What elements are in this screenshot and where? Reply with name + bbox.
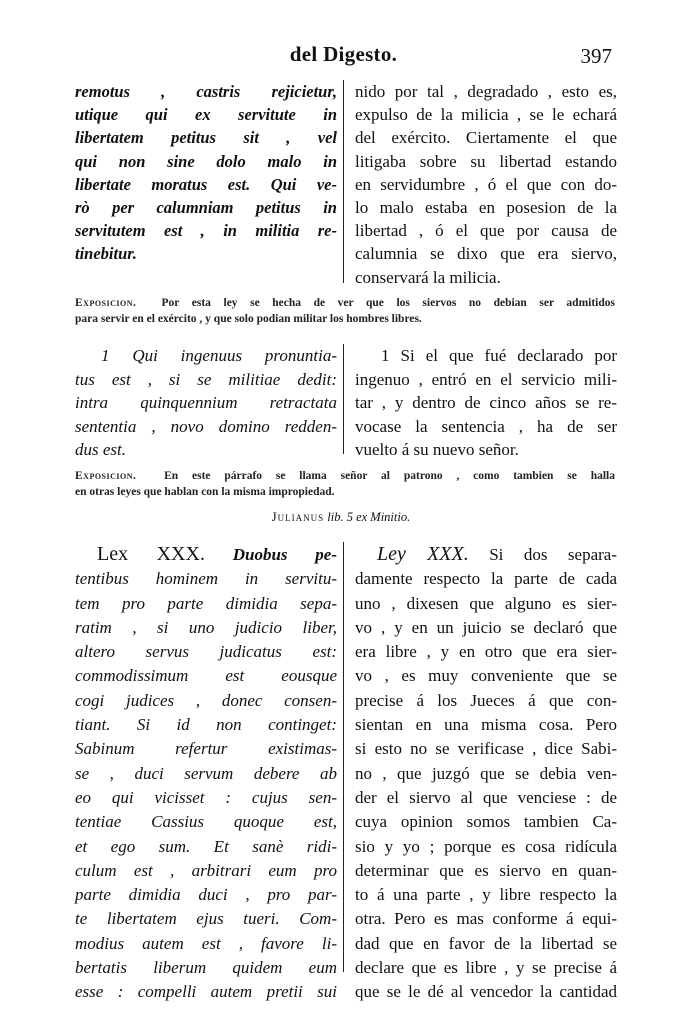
spanish-line: si esto no se verificase , dice Sabi- [355, 739, 617, 759]
latin-line: libertate moratus est. Qui ve- [75, 174, 337, 194]
latin-line: esse : compelli autem pretii sui [75, 982, 337, 1002]
latin-line: qui non sine dolo malo in [75, 151, 337, 171]
latin-line: utique qui ex servitute in [75, 105, 337, 125]
section-1 [75, 80, 617, 287]
latin-line: culum est , arbitrari eum pro [75, 860, 337, 880]
spanish-line: vo , y en un juicio se declaró que [355, 617, 617, 637]
spanish-line: lo malo estaba en posesion de la [355, 198, 617, 218]
latin-column [75, 542, 337, 1005]
exposicion-text: en otras leyes que hablan con la misma impropiedad. [75, 486, 335, 498]
spanish-line: vuelto á su nuevo señor. [355, 440, 519, 459]
spanish-line: tar , y dentro de cinco años se re- [355, 393, 617, 412]
source-reference: lib. 5 ex Minitio. [327, 510, 411, 524]
spanish-line: uno , dixesen que alguno es sier- [355, 593, 617, 613]
spanish-line: vocase la sentencia , ha de ser [355, 416, 617, 436]
latin-line: tus est , si se militiae dedit: [75, 369, 337, 389]
spanish-line: conservará la milicia. [355, 267, 501, 287]
latin-line: tentibus hominem in servitu- [75, 569, 337, 589]
spanish-column [355, 542, 617, 1005]
lex-heading: Lex XXX. [97, 543, 205, 565]
latin-line: Duobus pe- [232, 545, 337, 564]
spanish-line: dad que en favor de la libertad se [355, 933, 617, 953]
source-citation [0, 510, 682, 525]
latin-line: bertatis liberum quidem eum [75, 958, 337, 978]
spanish-line: nido por tal , degradado , esto es, [355, 82, 617, 101]
spanish-line: que se le dé al vencedor la cantidad [355, 982, 617, 1002]
spanish-line: der el siervo al que venciese : de [355, 787, 617, 807]
latin-line: te libertatem ejus tueri. Com- [75, 909, 337, 929]
latin-line: modius autem est , favore li- [75, 933, 337, 953]
spanish-line: damente respecto la parte de cada [355, 569, 617, 589]
spanish-line: precise á los Jueces á que con- [355, 690, 617, 710]
latin-line: altero servus judicatus est: [75, 642, 337, 662]
running-title: del Digesto. [289, 42, 398, 66]
spanish-line: sientan en una misma cosa. Pero [355, 715, 617, 735]
ley-heading: Ley XXX. [377, 543, 469, 565]
spanish-column [355, 344, 617, 462]
page-number: 397 [580, 44, 612, 68]
latin-line: intra quinquennium retractata [75, 393, 337, 412]
spanish-line: otra. Pero es mas conforme á equi- [355, 909, 617, 929]
spanish-line: calumnia se dixo que era siervo, [355, 244, 617, 264]
exposicion-text: para servir en el exército , y que solo podian militar los hombres libres. [75, 313, 422, 325]
spanish-line: expulso de la milicia , se le echará [355, 105, 617, 125]
latin-line: Sabinum refertur existimas- [75, 739, 337, 759]
spanish-line: to á una parte , y libre respecto la [355, 885, 617, 905]
column-divider [343, 80, 344, 283]
spanish-line: litigaba sobre su libertad estando [355, 151, 617, 171]
latin-line: sententia , novo domino redden- [75, 416, 337, 436]
spanish-line: cuya opinion somos tambien Ca- [355, 812, 617, 832]
spanish-line: determinar que es siervo en quan- [355, 860, 617, 880]
column-divider [343, 542, 344, 972]
section-3 [75, 542, 618, 1002]
latin-line: tiant. Si id non continget: [75, 715, 337, 735]
spanish-line: era libre , y en otro que era sier- [355, 642, 617, 662]
spanish-line: 1 Si el que fué declarado por [381, 346, 617, 365]
source-author: Julianus [271, 510, 325, 524]
latin-line: commodissimum est eousque [75, 666, 337, 686]
latin-column [75, 344, 337, 462]
spanish-line: vo , es muy conveniente que se [355, 666, 617, 686]
spanish-line: libertad , ó el que por causa de [355, 221, 617, 241]
section-2 [75, 344, 617, 459]
latin-line: eo qui vicisset : cujus sen- [75, 787, 337, 807]
exposicion-note-1 [75, 295, 615, 327]
latin-line: dus est. [75, 440, 126, 459]
latin-line: cogi judices , donec consen- [75, 690, 337, 710]
latin-line: remotus , castris rejicietur, [75, 82, 337, 101]
spanish-line: ingenuo , entró en el servicio mili- [355, 369, 617, 389]
exposicion-label: Exposicion. [75, 470, 137, 482]
spanish-line: sio y yo ; porque es cosa ridícula [355, 836, 617, 856]
latin-line: ratim , si uno judicio liber, [75, 617, 337, 637]
column-divider [343, 344, 344, 454]
spanish-line: del exército. Ciertamente el que [355, 128, 617, 148]
latin-line: tentiae Cassius quoque est, [75, 812, 337, 832]
spanish-line: declare que es libre , y se precise á [355, 958, 617, 978]
latin-line: tem pro parte dimidia sepa- [75, 593, 337, 613]
latin-line: libertatem petitus sit , vel [75, 128, 337, 148]
exposicion-label: Exposicion. [75, 297, 137, 309]
exposicion-text: Por esta ley se hecha de ver que los siervos no debian ser admitidos [161, 297, 615, 309]
exposicion-note-2 [75, 468, 615, 500]
latin-line: parte dimidia duci , pro par- [75, 885, 337, 905]
spanish-line: en servidumbre , ó el que con do- [355, 174, 617, 194]
latin-line: 1 Qui ingenuus pronuntia- [101, 346, 337, 365]
latin-line: tinebitur. [75, 244, 137, 264]
spanish-line: no , que juzgó que se debia ven- [355, 763, 617, 783]
page-header [75, 42, 612, 72]
spanish-column [355, 80, 617, 289]
latin-line: se , duci servum debere ab [75, 763, 337, 783]
exposicion-text: En este párrafo se llama señor al patrono , como tambien se halla [164, 470, 615, 482]
latin-line: et ego sum. Et sanè ridi- [75, 836, 337, 856]
latin-column [75, 80, 337, 266]
spanish-line: Si dos separa- [489, 545, 618, 564]
latin-line: servitutem est , in militia re- [75, 221, 337, 241]
latin-line: rò per calumniam petitus in [75, 198, 337, 218]
